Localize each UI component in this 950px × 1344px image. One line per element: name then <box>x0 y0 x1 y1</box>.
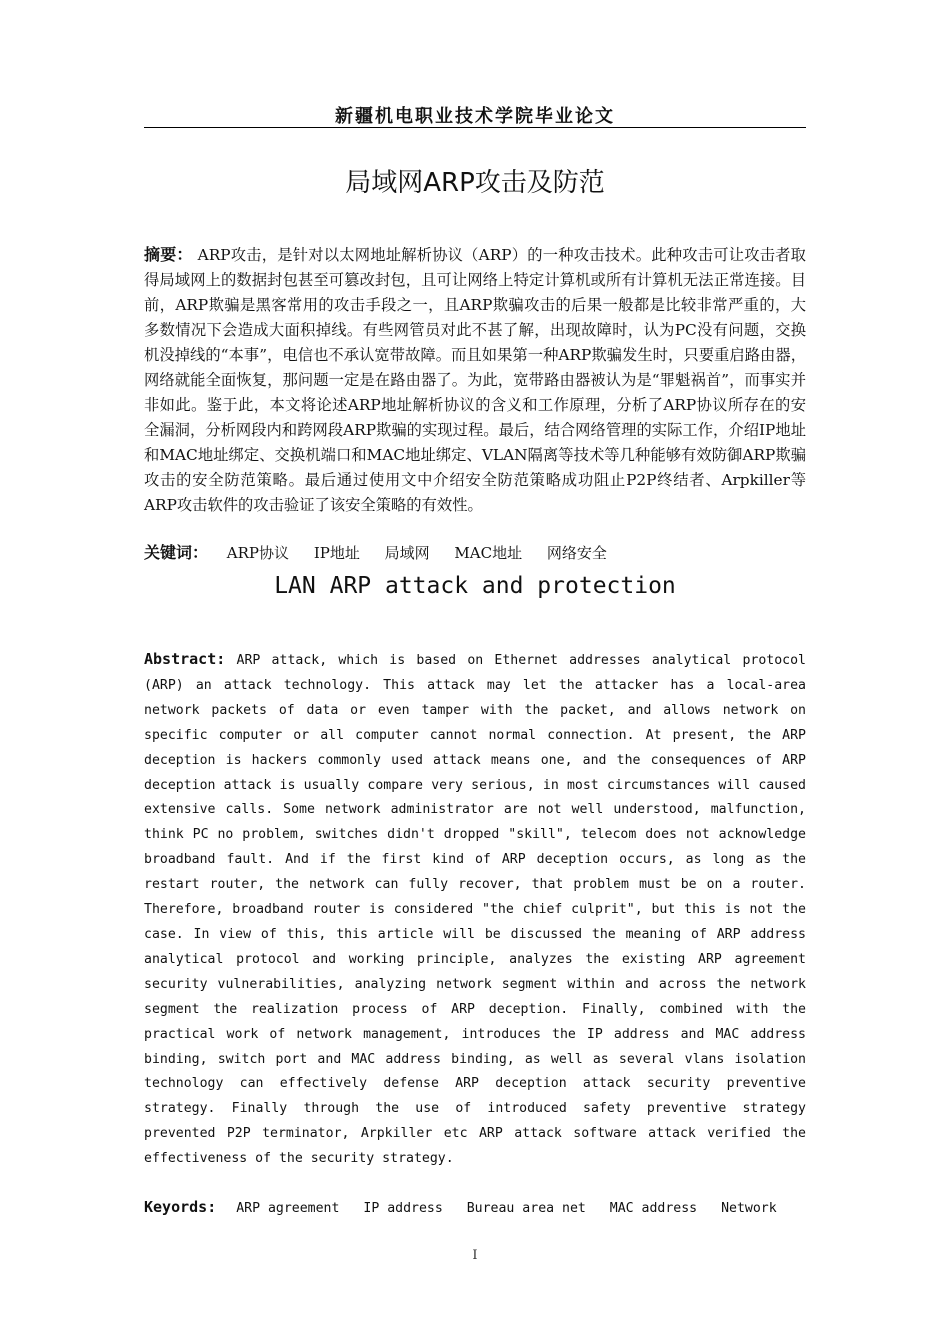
english-keyword: ARP agreement <box>236 1201 340 1216</box>
chinese-abstract-label: 摘要： <box>144 245 193 264</box>
running-header: 新疆机电职业技术学院毕业论文 <box>335 106 615 127</box>
english-abstract <box>144 647 806 1172</box>
english-keywords-label: Keyords: <box>144 1198 217 1216</box>
english-keyword: Bureau area net <box>466 1201 586 1216</box>
chinese-title: 局域网ARP攻击及防范 <box>345 168 605 198</box>
english-keyword: Network <box>721 1201 777 1216</box>
chinese-abstract <box>144 242 806 518</box>
english-keyword: MAC address <box>609 1201 698 1216</box>
header-rule <box>144 127 806 128</box>
english-keywords <box>144 1195 806 1221</box>
english-abstract-text: ARP attack, which is based on Ethernet addresses analytical protocol (ARP) an attack technology. This attack may let the attacker has a local-area network packets of data or even tamper with the packet, and allows network on specific computer or all computer cannot normal connection. At present, the ARP deception is hackers commonly used attack means one, and the consequences of ARP deception attack is usually compare very serious, in most circumstances will caused extensive calls. Some network administrator are not well understood, malfunction, think PC no problem, switches didn't dropped "skill", telecom does not acknowledge broadband fault. And if the first kind of ARP deception occurs, as long as the restart router, the network can fully recover, that problem must be on a router. Therefore, broadband router is considered "the chief culprit", but this is not the case. In view of this, this article will be discussed the meaning of ARP address analytical protocol and working principle, analyzes the existing ARP agreement security vulnerabilities, analyzing network segment within and across the network segment the realization process of ARP deception. Finally, combined with the practical work of network management, introduces the IP address and MAC address binding, switch port and MAC address binding, as well as several vlans isolation technology can effectively defense ARP deception attack security preventive strategy. Finally through the use of introduced safety preventive strategy prevented P2P terminator, Arpkiller etc ARP attack software attack verified the effectiveness of the security strategy. <box>144 653 806 1167</box>
english-abstract-label: Abstract: <box>144 650 226 668</box>
english-keyword: IP address <box>363 1201 443 1216</box>
chinese-keyword: ARP协议 <box>226 544 290 562</box>
page-number: I <box>472 1248 478 1263</box>
chinese-keyword: IP地址 <box>313 544 360 562</box>
chinese-keyword: MAC地址 <box>454 544 523 562</box>
chinese-abstract-text: ARP攻击，是针对以太网地址解析协议（ARP）的一种攻击技术。此种攻击可让攻击者取得局域网上的数据封包甚至可篡改封包，且可让网络上特定计算机或所有计算机无法正常连接。目前，ARP欺骗是黑客常用的攻击手段之一，且ARP欺骗攻击的后果一般都是比较非常严重的，大多数情况下会造成大面积掉线。有些网管员对此不甚了解，出现故障时，认为PC没有问题，交换机没掉线的“本事”，电信也不承认宽带故障。而且如果第一种ARP欺骗发生时，只要重启路由器，网络就能全面恢复，那问题一定是在路由器了。为此，宽带路由器被认为是“罪魁祸首”，而事实并非如此。鉴于此，本文将论述ARP地址解析协议的含义和工作原理，分析了ARP协议所存在的安全漏洞，分析网段内和跨网段ARP欺骗的实现过程。最后，结合网络管理的实际工作，介绍IP地址和MAC地址绑定、交换机端口和MAC地址绑定、VLAN隔离等技术等几种能够有效防御ARP欺骗攻击的安全防范策略。最后通过使用文中介绍安全防范策略成功阻止P2P终结者、Arpkiller等ARP攻击软件的攻击验证了该安全策略的有效性。 <box>144 246 806 514</box>
chinese-keywords-label: 关键词： <box>144 543 209 562</box>
english-title: LAN ARP attack and protection <box>274 573 676 599</box>
chinese-keyword: 网络安全 <box>546 544 607 562</box>
chinese-keywords <box>144 540 806 566</box>
chinese-keyword: 局域网 <box>384 544 430 562</box>
